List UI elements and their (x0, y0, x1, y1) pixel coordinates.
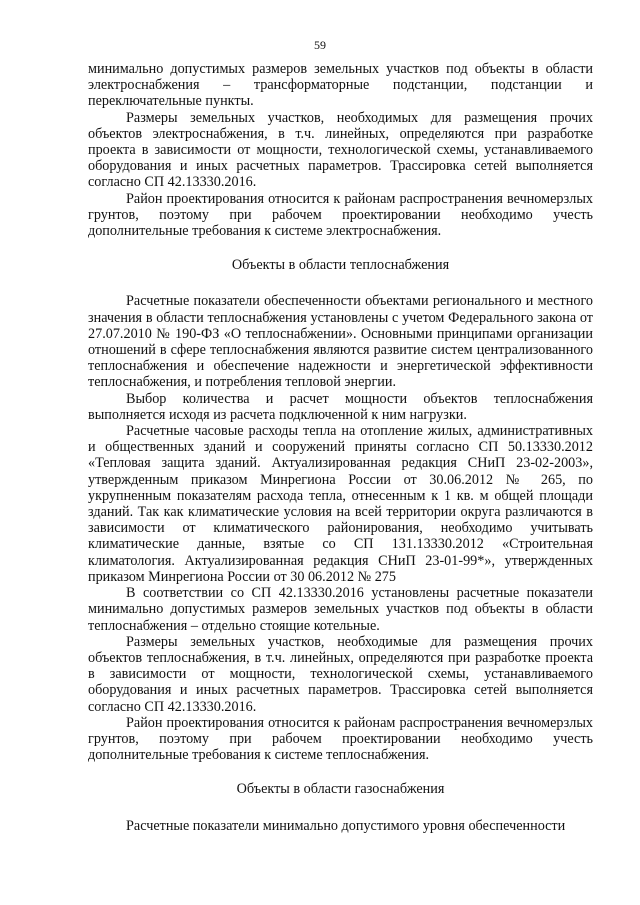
page-number: 59 (314, 38, 326, 52)
section-spacer (88, 239, 593, 257)
electricity-paragraph-land-sizes: Размеры земельных участков, необходимых для размещения прочих объектов электроснабжения, в т.ч. линейных, определяются при разработке проекта в зависимости от мощности, технологической схемы, устанавливаемого оборудования и иных расчетных параметров. Трассировка сетей выполняется согласно СП 42.13330.2016. (88, 109, 593, 191)
heat-paragraph-boilers: В соответствии со СП 42.13330.2016 установлены расчетные показатели минимально допустимых размеров земельных участков под объекты в области теплоснабжения – отдельно стоящие котельные. (88, 585, 593, 634)
section-spacer (88, 273, 593, 293)
heat-section-heading: Объекты в области теплоснабжения (231, 257, 450, 274)
heat-paragraph-permafrost: Район проектирования относится к районам распространения вечномерзлых грунтов, поэтому при рабочем проектировании необходимо учесть дополнительные требования к системе теплоснабжения. (88, 714, 593, 764)
section-spacer (88, 763, 593, 781)
heat-paragraph-indicators: Расчетные показатели обеспеченности объектами регионального и местного значения в области теплоснабжения установлены с учетом Федерального закона от 27.07.2010 № 190-ФЗ «О теплоснабжении». Основными принципами организации отношений в сфере теплоснабжения являются развитие систем централизованного теплоснабжения и обеспечение надежности и энергетической эффективности теплоснабжения, и потребления тепловой энергии. (88, 293, 593, 391)
heat-paragraph-land-sizes: Размеры земельных участков, необходимые для размещения прочих объектов теплоснабжения, в т.ч. линейных, определяются при разработке проекта в зависимости от мощности, технологической схемы, устанавливаемого оборудования и иных расчетных параметров. Трассировка сетей выполняется согласно СП 42.13330.2016. (88, 633, 593, 715)
gas-paragraph-indicators: Расчетные показатели минимально допустимого уровня обеспеченности (126, 817, 566, 834)
gas-section-heading: Объекты в области газоснабжения (236, 781, 445, 798)
electricity-paragraph-permafrost: Район проектирования относится к районам распространения вечномерзлых грунтов, поэтому при рабочем проектировании необходимо учесть дополнительные требования к системе электроснабжения. (88, 190, 593, 240)
continuation-paragraph: минимально допустимых размеров земельных участков под объекты в области электроснабжения – трансформаторные подстанции, подстанции и переключательные пункты. (88, 61, 593, 110)
section-spacer (88, 798, 593, 818)
heat-paragraph-capacity: Выбор количества и расчет мощности объектов теплоснабжения выполняется исходя из расчета подключенной к ним нагрузки. (88, 390, 593, 423)
heat-paragraph-consumption: Расчетные часовые расходы тепла на отопление жилых, административных и общественных зданий и сооружений приняты согласно СП 50.13330.2012 «Тепловая защита зданий. Актуализированная редакция СНиП 23-02-2003», утвержденным приказом Минрегиона России от 30.06.2012 № 265, по укрупненным показателям расхода тепла, отнесенным к 1 кв. м общей площади зданий. Так как климатические условия на всей территории округа различаются в зависимости от климатического районирования, необходимо учитывать климатические данные, взятые со СП 131.13330.2012 «Строительная климатология. Актуализированная редакция СНиП 23-01-99*», утвержденных приказом Минрегиона России от 30 06.2012 № 275 (88, 423, 593, 585)
document-body (88, 61, 593, 834)
